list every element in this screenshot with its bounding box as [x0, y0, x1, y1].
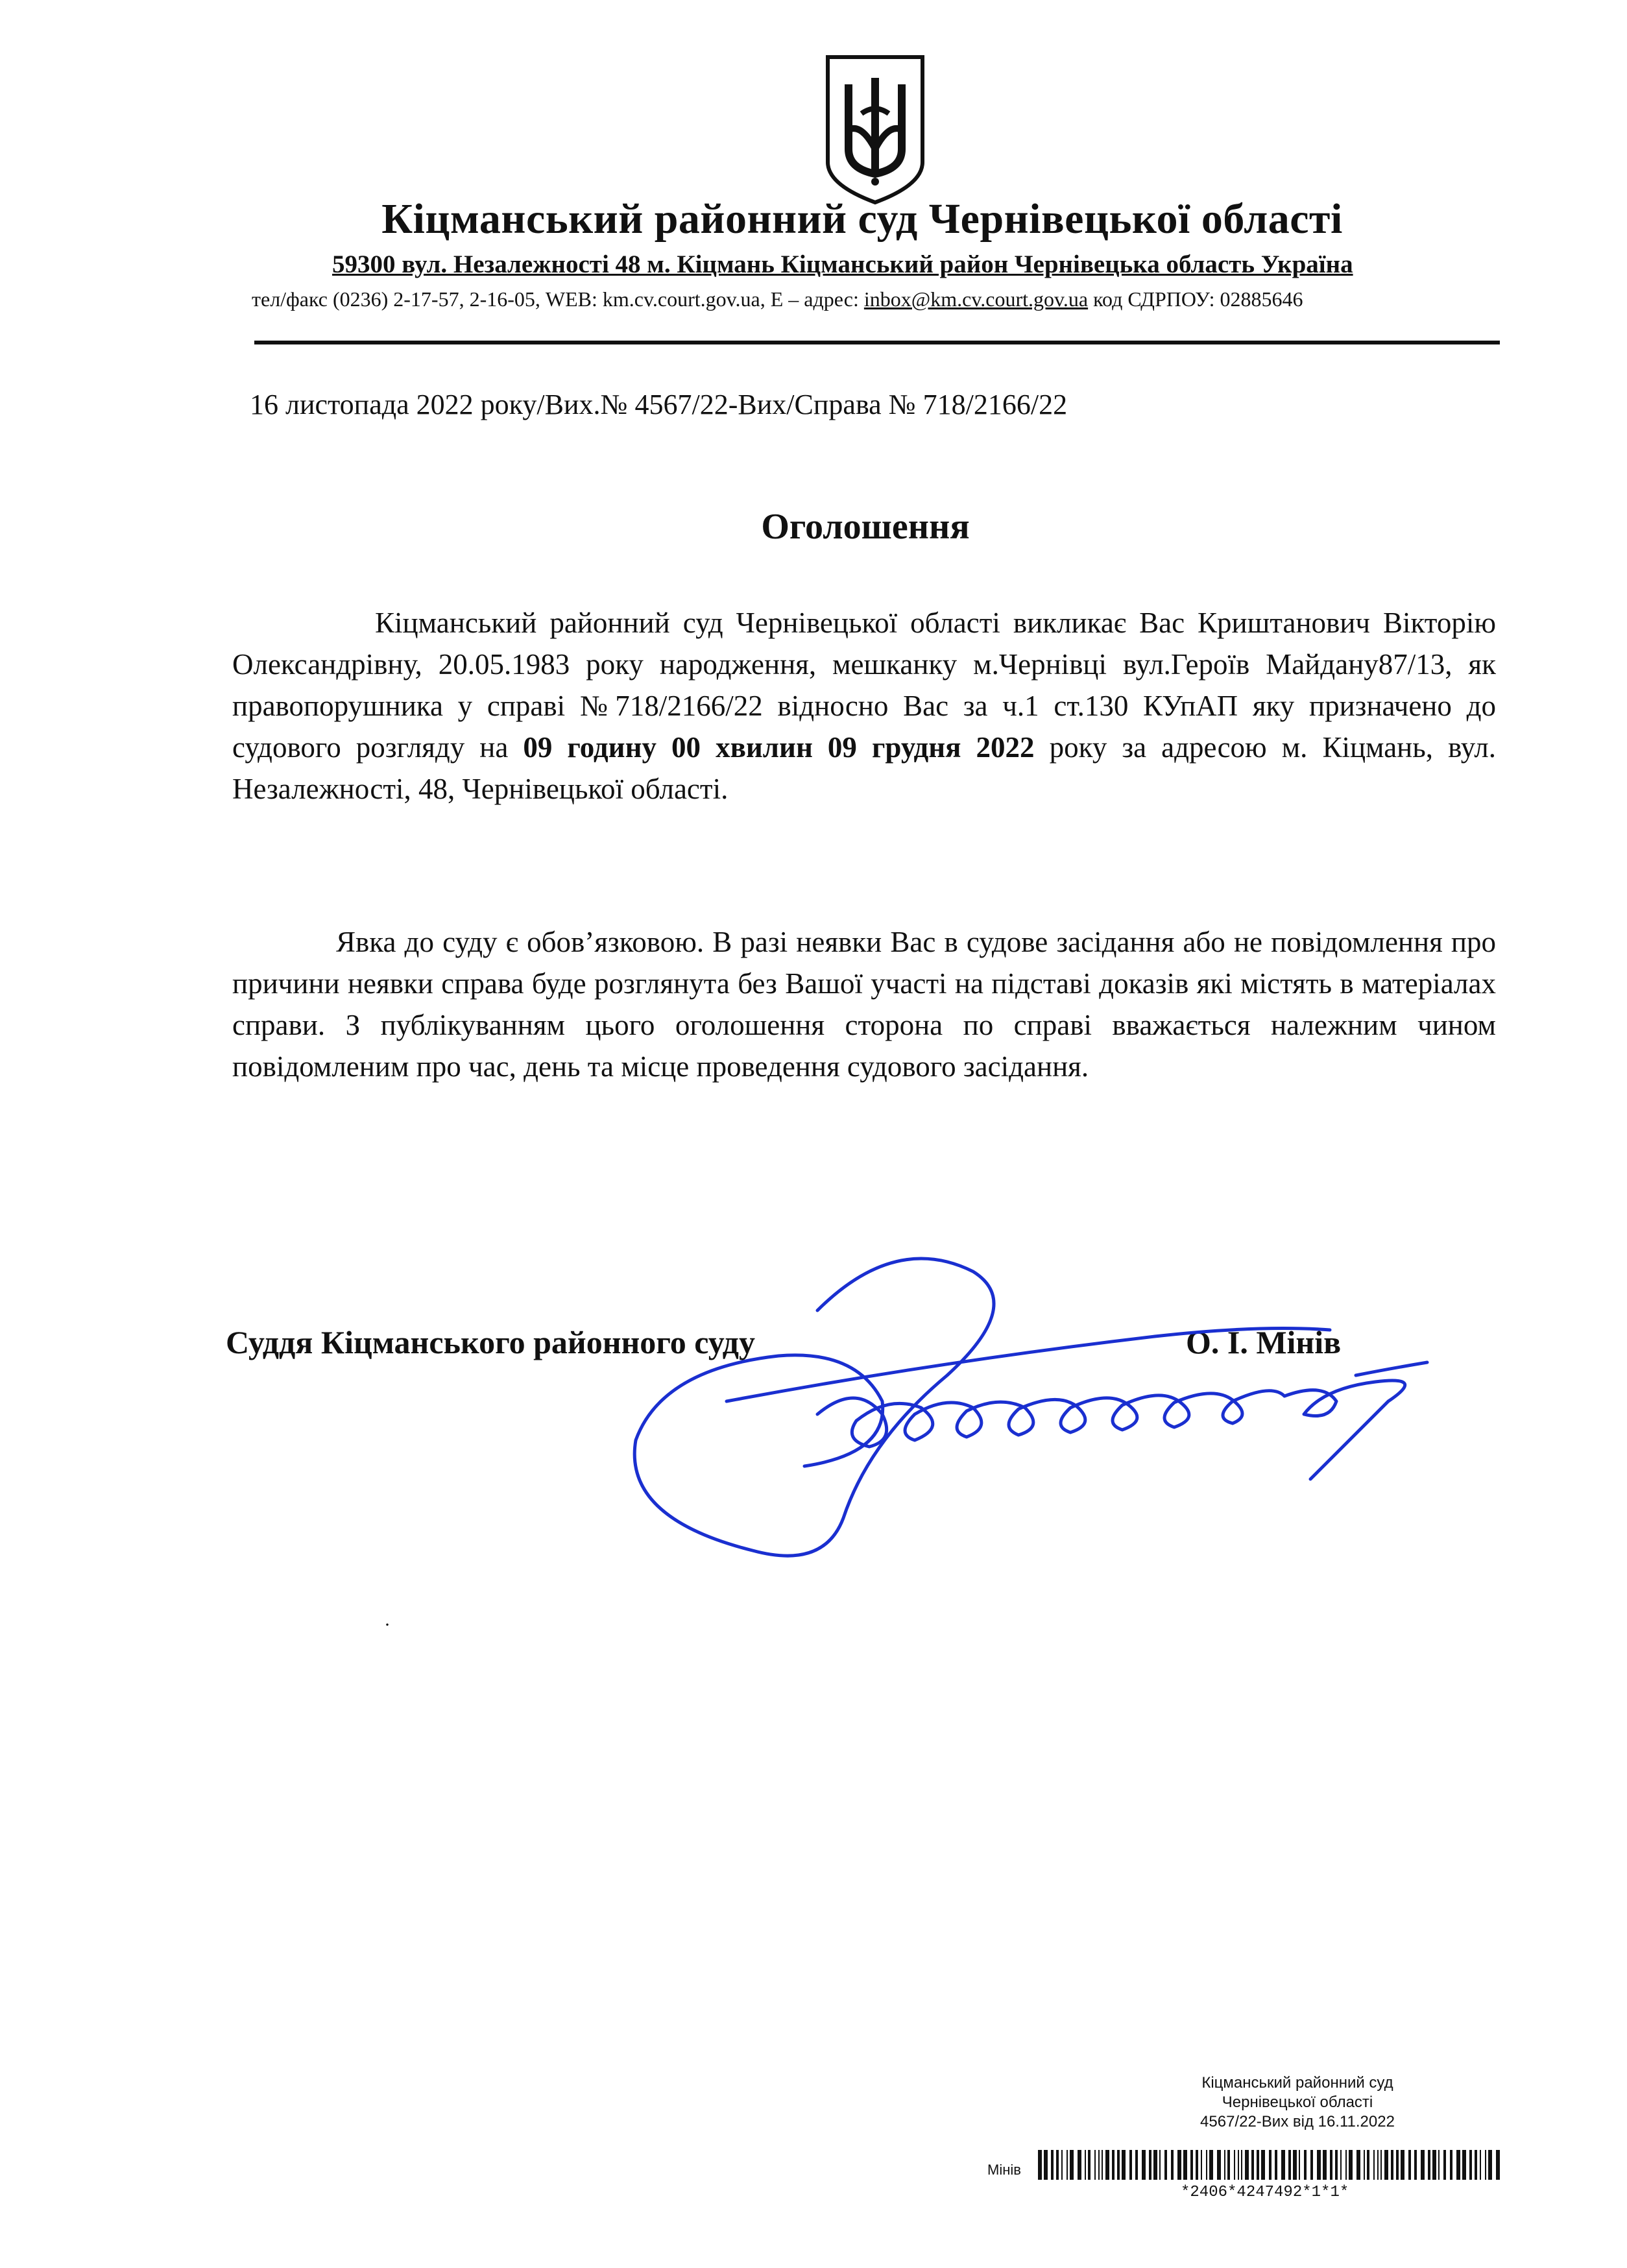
court-name: Кіцманський районний суд Чернівецької області: [381, 195, 1343, 243]
barcode-bar: [1373, 2150, 1375, 2180]
barcode-bar: [1206, 2150, 1207, 2180]
announcement-paragraph-2: Явка до суду є обов’язковою. В разі неявки Вас в судове засідання або не повідомлення про причини неявки справа буде розглянута без Вашої участі на підставі доказів які містять в матеріалах справи. З публікуванням цього оголошення сторона по справі вважається належним чином повідомленим про час, день та місце проведення судового засідання.: [232, 926, 1496, 1083]
barcode-bar: [1088, 2150, 1091, 2180]
barcode-bar: [1496, 2150, 1500, 2180]
barcode-bar: [1275, 2150, 1277, 2180]
barcode-bar: [1269, 2150, 1271, 2180]
barcode-bar: [1330, 2150, 1332, 2180]
barcode-bar: [1414, 2150, 1417, 2180]
barcode-bar: [1480, 2150, 1481, 2180]
stamp-region-line: Чернівецької області: [1222, 2093, 1373, 2111]
barcode-bar: [1105, 2150, 1109, 2180]
barcode-bar: [1217, 2150, 1221, 2180]
barcode-bar: [1067, 2150, 1068, 2180]
barcode-bar: [1299, 2150, 1300, 2180]
barcode-text: *2406*4247492*1*1*: [1181, 2184, 1349, 2201]
barcode-bar: [1224, 2150, 1225, 2180]
barcode-bar: [1367, 2150, 1369, 2180]
barcode-bar: [1293, 2150, 1297, 2180]
barcode-bar: [1038, 2150, 1042, 2180]
barcode-bar: [1485, 2150, 1486, 2180]
signer-name: О. І. Мінів: [1186, 1324, 1342, 1360]
stamp-signer: Мінів: [987, 2162, 1021, 2178]
barcode-bar: [1257, 2150, 1259, 2180]
barcode-bar: [1142, 2150, 1146, 2180]
barcode-bar: [1304, 2150, 1307, 2180]
coat-of-arms-icon: [823, 52, 928, 208]
hearing-datetime: 09 годину 00 хвилин 09 грудня 2022: [523, 731, 1035, 764]
court-contacts: [252, 287, 1303, 311]
barcode-bar: [1153, 2150, 1157, 2180]
stray-ink-mark: ·: [384, 1614, 391, 1635]
barcode-bar: [1377, 2150, 1379, 2180]
barcode-bar: [1345, 2150, 1347, 2180]
barcode-bar: [1323, 2150, 1327, 2180]
signer-position: Суддя Кіцманського районного суду: [226, 1324, 755, 1360]
barcode-bar: [1335, 2150, 1338, 2180]
barcode-bar: [1432, 2150, 1436, 2180]
paragraph-1-text-b: року за адресою м. Кіцмань, вул. Незалежності, 48, Чернівецької області.: [232, 731, 1497, 805]
barcode-bar: [1078, 2150, 1081, 2180]
barcode-bar: [1044, 2150, 1048, 2180]
barcode-bar: [1135, 2150, 1138, 2180]
barcode-bar: [1443, 2150, 1446, 2180]
barcode-bar: [1061, 2150, 1063, 2180]
barcode-bar: [1245, 2150, 1249, 2180]
barcode-bar: [1171, 2150, 1174, 2180]
barcode-bar: [1209, 2150, 1213, 2180]
barcode-bar: [1177, 2150, 1181, 2180]
stamp-court-line: Кіцманський районний суд: [1201, 2074, 1393, 2092]
barcode-bar: [1190, 2150, 1193, 2180]
barcode-bar: [1421, 2150, 1425, 2180]
barcode-bar: [1183, 2150, 1187, 2180]
barcode-bar: [1241, 2150, 1242, 2180]
reference-line: 16 листопада 2022 року/Вих.№ 4567/22-Вих/Справа № 718/2166/22: [250, 389, 1068, 420]
barcode-bar: [1094, 2150, 1096, 2180]
barcode-bar: [1317, 2150, 1321, 2180]
barcode-bar: [1112, 2150, 1115, 2180]
contacts-prefix: тел/факс (0236) 2-17-57, 2-16-05, WEB: km.cv.court.gov.ua, E – адрес:: [252, 287, 864, 311]
barcode-bar: [1234, 2150, 1235, 2180]
barcode-bar: [1380, 2150, 1382, 2180]
document-title: Оголошення: [761, 507, 970, 547]
registration-stamp: [1051, 2073, 1544, 2132]
barcode-bar: [1340, 2150, 1342, 2180]
barcode-bar: [1462, 2150, 1466, 2180]
barcode-icon: [1038, 2150, 1505, 2180]
barcode-bar: [1122, 2150, 1126, 2180]
barcode-bar: [1129, 2150, 1132, 2180]
barcode-bar: [1288, 2150, 1291, 2180]
barcode-bar: [1117, 2150, 1120, 2180]
barcode-bar: [1159, 2150, 1161, 2180]
barcode-bar: [1428, 2150, 1430, 2180]
barcode-bar: [1401, 2150, 1404, 2180]
barcode-bar: [1238, 2150, 1239, 2180]
barcode-bar: [1475, 2150, 1477, 2180]
barcode-bar: [1310, 2150, 1313, 2180]
paragraph-1-text-a: Кіцманський районний суд Чернівецької області викликає Вас Криштанович Вікторію Олександрівну, 20.05.1983 року народження, мешканку м.Чернівці вул.Героїв Майдану87/13, як правопорушника у справі №718/2166/22 відносно Вас за ч.1 ст.130 КУпАП яку призначено до судового розгляду на: [232, 607, 1496, 764]
barcode-bar: [1056, 2150, 1059, 2180]
barcode-bar: [1164, 2150, 1167, 2180]
barcode-bar: [1227, 2150, 1230, 2180]
barcode-bar: [1349, 2150, 1353, 2180]
barcode-bar: [1469, 2150, 1472, 2180]
barcode-bar: [1281, 2150, 1285, 2180]
barcode-bar: [1102, 2150, 1103, 2180]
barcode-bar: [1085, 2150, 1086, 2180]
header-divider: [254, 341, 1500, 344]
barcode-bar: [1261, 2150, 1265, 2180]
announcement-paragraph-1: [232, 602, 1496, 810]
barcode-bar: [1201, 2150, 1202, 2180]
email-link[interactable]: inbox@km.cv.court.gov.ua: [863, 287, 1089, 311]
barcode-bar: [1364, 2150, 1365, 2180]
barcode-bar: [1356, 2150, 1360, 2180]
barcode-bar: [1098, 2150, 1100, 2180]
handwritten-signature: [610, 1246, 1518, 1583]
barcode-bar: [1051, 2150, 1054, 2180]
barcode-bar: [1391, 2150, 1393, 2180]
barcode-bar: [1149, 2150, 1151, 2180]
stamp-number-line: 4567/22-Вих від 16.11.2022: [1200, 2113, 1395, 2130]
barcode-bar: [1488, 2150, 1492, 2180]
barcode-bar: [1438, 2150, 1440, 2180]
contacts-suffix: код СДРПОУ: 02885646: [1088, 287, 1303, 311]
barcode-bar: [1251, 2150, 1254, 2180]
court-address: 59300 вул. Незалежності 48 м. Кіцмань Кіцманський район Чернівецька область Україна: [332, 250, 1353, 278]
barcode-bar: [1070, 2150, 1074, 2180]
barcode-bar: [1450, 2150, 1452, 2180]
barcode-bar: [1408, 2150, 1411, 2180]
barcode-bar: [1384, 2150, 1388, 2180]
barcode-bar: [1196, 2150, 1198, 2180]
barcode-bar: [1396, 2150, 1399, 2180]
barcode-bar: [1456, 2150, 1460, 2180]
